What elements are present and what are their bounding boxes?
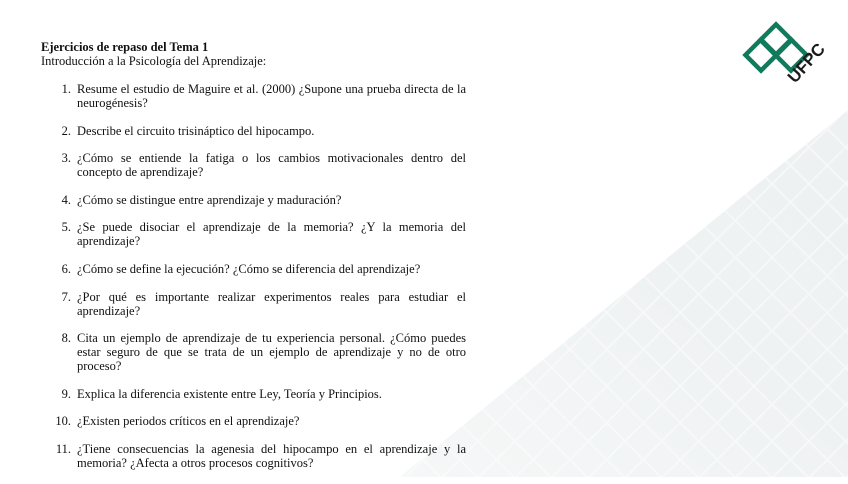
page-title: Ejercicios de repaso del Tema 1 — [41, 40, 209, 54]
page-subtitle: Introducción a la Psicología del Aprendizaje: — [41, 54, 267, 68]
logo-text: UFPC — [783, 39, 829, 87]
list-item — [41, 124, 466, 138]
question-number: 10. — [55, 414, 71, 429]
question-text: ¿Por qué es importante realizar experimentos reales para estudiar el aprendizaje? — [77, 289, 466, 318]
list-item — [41, 387, 466, 401]
question-number: 11. — [55, 441, 71, 456]
list-item — [41, 262, 466, 276]
question-text: ¿Cómo se distingue entre aprendizaje y maduración? — [77, 192, 342, 207]
question-text: ¿Cómo se define la ejecución? ¿Cómo se diferencia del aprendizaje? — [77, 261, 421, 276]
question-number: 4. — [61, 192, 71, 207]
question-text: Cita un ejemplo de aprendizaje de tu experiencia personal. ¿Cómo puedes estar seguro de que se trata de un ejemplo de aprendizaje y no de otro proceso? — [77, 331, 466, 374]
question-text: Describe el circuito trisináptico del hipocampo. — [77, 123, 315, 138]
list-item — [41, 151, 466, 179]
question-number: 2. — [61, 123, 71, 138]
list-item — [41, 220, 466, 248]
ufpc-logo-icon — [714, 6, 830, 124]
list-item — [41, 193, 466, 207]
question-list — [41, 82, 466, 470]
list-item — [41, 290, 466, 318]
question-text: ¿Existen periodos críticos en el aprendizaje? — [77, 414, 300, 429]
list-item — [41, 442, 466, 470]
question-number: 9. — [61, 386, 71, 401]
question-text: ¿Se puede disociar el aprendizaje de la memoria? ¿Y la memoria del aprendizaje? — [77, 220, 466, 249]
question-number: 6. — [61, 261, 71, 276]
exercise-sheet — [41, 40, 466, 484]
question-number: 5. — [61, 220, 71, 235]
question-number: 1. — [61, 82, 71, 96]
list-item — [41, 82, 466, 110]
question-text: ¿Tiene consecuencias la agenesia del hipocampo en el aprendizaje y la memoria? ¿Afecta a otros procesos cognitivos? — [77, 441, 466, 470]
list-item — [41, 331, 466, 373]
question-number: 8. — [61, 331, 71, 346]
logo-panel — [714, 6, 830, 124]
question-text: Resume el estudio de Maguire et al. (2000) ¿Supone una prueba directa de la neurogénesis? — [77, 82, 466, 110]
question-text: ¿Cómo se entiende la fatiga o los cambios motivacionales dentro del concepto de aprendizaje? — [77, 151, 466, 180]
list-item — [41, 414, 466, 428]
question-number: 7. — [61, 289, 71, 304]
question-text: Explica la diferencia existente entre Ley, Teoría y Principios. — [77, 386, 382, 401]
question-number: 3. — [61, 151, 71, 166]
